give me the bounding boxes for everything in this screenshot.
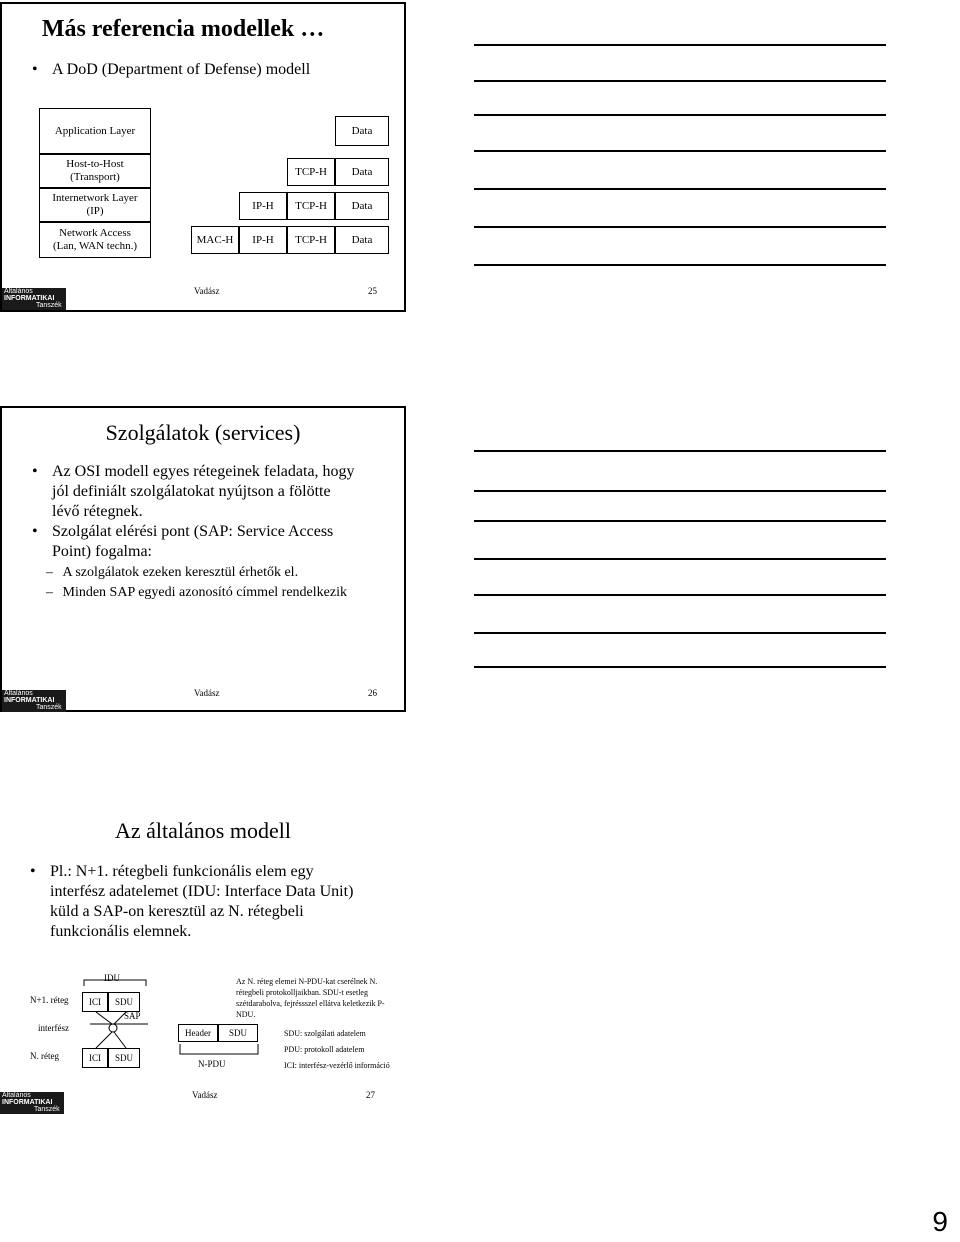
footer-page: 26 [368,688,377,698]
note-line [474,450,886,452]
logo [2,690,66,712]
dash-icon: – [46,585,53,600]
slide-25 [0,2,406,312]
data-box: Data [335,158,389,186]
sub-bullet-text: A szolgálatok ezeken keresztül érhetők el. [62,565,299,580]
ici-box: ICI [82,992,108,1012]
bullet-dot-icon: • [30,863,36,880]
layer-n-label: N. réteg [30,1051,59,1061]
logo-line: Általános [4,288,33,295]
logo-line: Tanszék [34,1106,60,1113]
data-box: Data [335,116,389,146]
slide-27 [0,810,406,1116]
note-line [474,490,886,492]
footer-author: Vadász [194,286,220,296]
logo-line: Tanszék [36,302,62,309]
legend-item: SDU: szolgálati adatelem [284,1029,366,1038]
legend-item: ICI: interfész-vezérlő információ [284,1061,390,1070]
note-line [474,80,886,82]
slide-title: Szolgálatok (services) [105,420,301,445]
layer-label: Host-to-Host (Transport) [66,158,124,183]
mac-header-box: MAC-H [191,226,239,254]
bullet-text: Pl.: N+1. rétegbeli funkcionális elem egy interfész adatelemet (IDU: Interface Data Unit) küld a SAP-on keresztül az N. rétegbeli funkcionális elemnek. [50,863,354,940]
note-line [474,666,886,668]
sap-connector [90,1012,150,1050]
logo-line: INFORMATIKAI [2,1099,53,1106]
note-line [474,520,886,522]
ici-box: ICI [82,1048,108,1068]
ip-header-box: IP-H [239,192,287,220]
legend-item: PDU: protokoll adatelem [284,1045,365,1054]
logo-line: INFORMATIKAI [4,697,55,704]
sub-bullet-text: Minden SAP egyedi azonosító címmel rendelkezik [62,585,347,600]
logo-line: Tanszék [36,704,62,711]
sap-label: SAP [124,1011,141,1021]
npdu-label: N-PDU [198,1059,226,1069]
slide-bullet [32,60,392,80]
bullet-text: Szolgálat elérési pont (SAP: Service Access Point) fogalma: [52,523,334,560]
bullet-text: Az OSI modell egyes rétegeinek feladata, hogy jól definiált szolgálatokat nyújtson a fölötte lévő rétegnek. [52,463,355,520]
note-line [474,188,886,190]
ip-header-box: IP-H [239,226,287,254]
pdu-sdu-box: SDU [218,1024,258,1042]
sdu-box: SDU [108,1048,140,1068]
slide-title: Más referencia modellek … [41,16,325,42]
sub-bullet [46,564,386,582]
note-line [474,226,886,228]
layer-box [39,188,151,222]
note-line [474,594,886,596]
tcp-header-box: TCP-H [287,192,335,220]
idu-label: IDU [104,973,120,983]
dash-icon: – [46,565,53,580]
slide-bullet [30,862,360,942]
slide-title: Az általános modell [115,818,291,843]
logo [2,288,66,310]
tcp-header-box: TCP-H [287,226,335,254]
interface-label: interfész [38,1023,69,1033]
note-line [474,150,886,152]
footer-author: Vadász [194,688,220,698]
bullet-dot-icon: • [32,463,38,480]
note-line [474,264,886,266]
note-line [474,558,886,560]
logo-line: Általános [2,1092,31,1099]
sdu-box: SDU [108,992,140,1012]
protocol-note: Az N. réteg elemei N-PDU-kat cserélnek N. rétegbeli protokolljaikban. SDU-t esetleg szétdarabolva, fejréssszel ellátva keletkezik P-NDU. [236,977,385,1019]
footer-page: 27 [366,1090,375,1100]
note-line [474,632,886,634]
page-number: 9 [932,1206,948,1237]
bullet-dot-icon: • [32,61,38,78]
footer-page: 25 [368,286,377,296]
note-line [474,114,886,116]
bullet-dot-icon: • [32,523,38,540]
tcp-header-box: TCP-H [287,158,335,186]
layer-box [39,222,151,258]
logo-line: Általános [4,690,33,697]
note-line [474,44,886,46]
slide-26 [0,406,406,712]
data-box: Data [335,226,389,254]
slide-bullet [32,522,362,562]
layer-n1-label: N+1. réteg [30,995,69,1005]
bullet-text: A DoD (Department of Defense) modell [52,61,311,78]
layer-label: Network Access (Lan, WAN techn.) [52,227,138,252]
logo [0,1092,64,1114]
data-box: Data [335,192,389,220]
slide-bullet [32,462,362,522]
logo-line: INFORMATIKAI [4,295,55,302]
header-box: Header [178,1024,218,1042]
layer-box: Application Layer [39,108,151,154]
layer-box [39,154,151,188]
footer-author: Vadász [192,1090,218,1100]
layer-label: Internetwork Layer (IP) [52,192,138,217]
sub-bullet [46,584,386,602]
